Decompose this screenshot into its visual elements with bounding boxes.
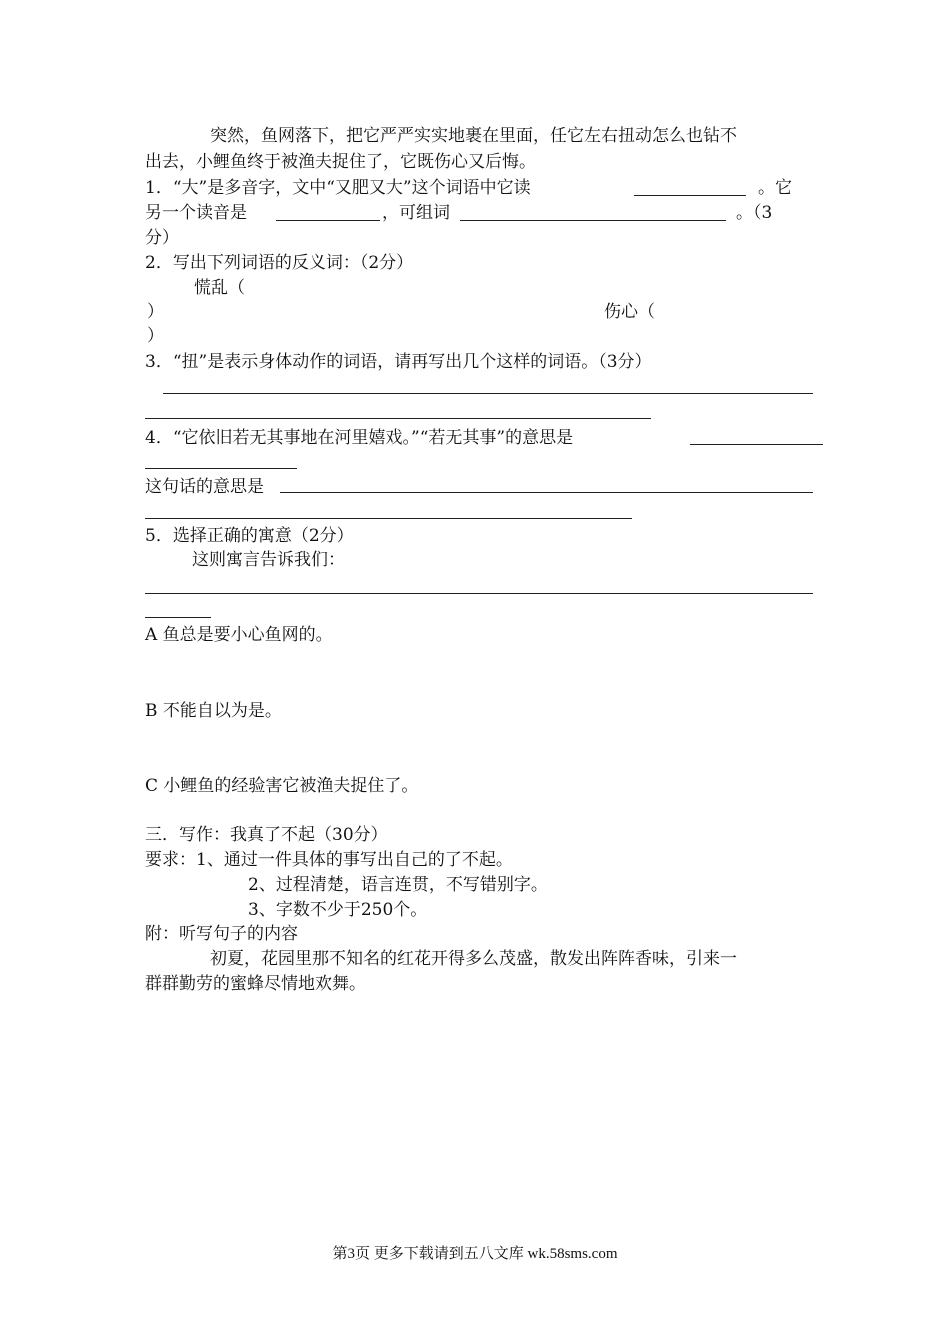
q5-option-b[interactable]: B 不能自以为是。 <box>145 701 282 721</box>
appendix-title: 附：听写句子的内容 <box>145 924 298 944</box>
q4-blank-1-cont[interactable] <box>145 468 297 469</box>
q2-word-2: 伤心（ <box>604 302 655 322</box>
q2-close-1: ） <box>147 302 164 322</box>
q1-text-d: ，可组词 <box>382 203 450 223</box>
q2-title: 2．写出下列词语的反义词：（2分） <box>145 253 414 273</box>
q5-title: 5．选择正确的寓意（2分） <box>145 526 354 546</box>
q3-title: 3．“扭”是表示身体动作的词语，请再写出几个这样的词语。（3分） <box>145 352 652 372</box>
appendix-line-1: 初夏，花园里那不知名的红花开得多么茂盛，散发出阵阵香味，引来一 <box>210 949 737 969</box>
q1-text-c: 另一个读音是 <box>145 203 247 223</box>
appendix-line-2: 群群勤劳的蜜蜂尽情地欢舞。 <box>145 974 366 994</box>
section3-title: 三．写作：我真了不起（30分） <box>145 825 388 845</box>
q1-text-e: 。（3 <box>736 203 773 223</box>
q5-prompt: 这则寓言告诉我们： <box>192 550 345 570</box>
q5-option-c[interactable]: C 小鲤鱼的经验害它被渔夫捉住了。 <box>145 776 419 796</box>
q1-text-a: 1．“大”是多音字，文中“又肥又大”这个词语中它读 <box>145 178 531 198</box>
section3-req-2: 2、过程清楚，语言连贯，不写错别字。 <box>248 875 548 895</box>
q3-answer-line-2[interactable] <box>145 418 651 419</box>
q1-blank-1[interactable] <box>634 195 746 196</box>
q5-answer-line-2[interactable] <box>145 617 211 618</box>
q2-word-1: 慌乱（ <box>194 278 245 298</box>
q1-text-b: 。它 <box>758 178 792 198</box>
q1-blank-2[interactable] <box>276 220 380 221</box>
q4-sentence-label: 这句话的意思是 <box>145 477 264 497</box>
q1-text-f: 分） <box>145 228 179 248</box>
q2-close-2: ） <box>147 326 164 346</box>
q3-answer-line-1[interactable] <box>163 393 813 394</box>
q1-blank-3[interactable] <box>460 220 726 221</box>
q4-blank-2[interactable] <box>280 492 813 493</box>
passage-line-1: 突然，鱼网落下，把它严严实实地裹在里面，任它左右扭动怎么也钻不 <box>210 126 737 146</box>
q4-blank-2-cont[interactable] <box>145 518 632 519</box>
section3-req-1: 要求：1、通过一件具体的事写出自己的了不起。 <box>145 850 513 870</box>
q4-title: 4．“它依旧若无其事地在河里嬉戏。”“若无其事”的意思是 <box>145 428 574 448</box>
page-footer: 第3页 更多下载请到五八文库 wk.58sms.com <box>332 1246 618 1262</box>
passage-line-2: 出去，小鲤鱼终于被渔夫捉住了，它既伤心又后悔。 <box>145 152 536 172</box>
q4-blank-1[interactable] <box>690 444 823 445</box>
section3-req-3: 3、字数不少于250个。 <box>248 900 428 920</box>
q5-answer-line-1[interactable] <box>145 593 813 594</box>
q5-option-a[interactable]: A 鱼总是要小心鱼网的。 <box>145 625 333 645</box>
